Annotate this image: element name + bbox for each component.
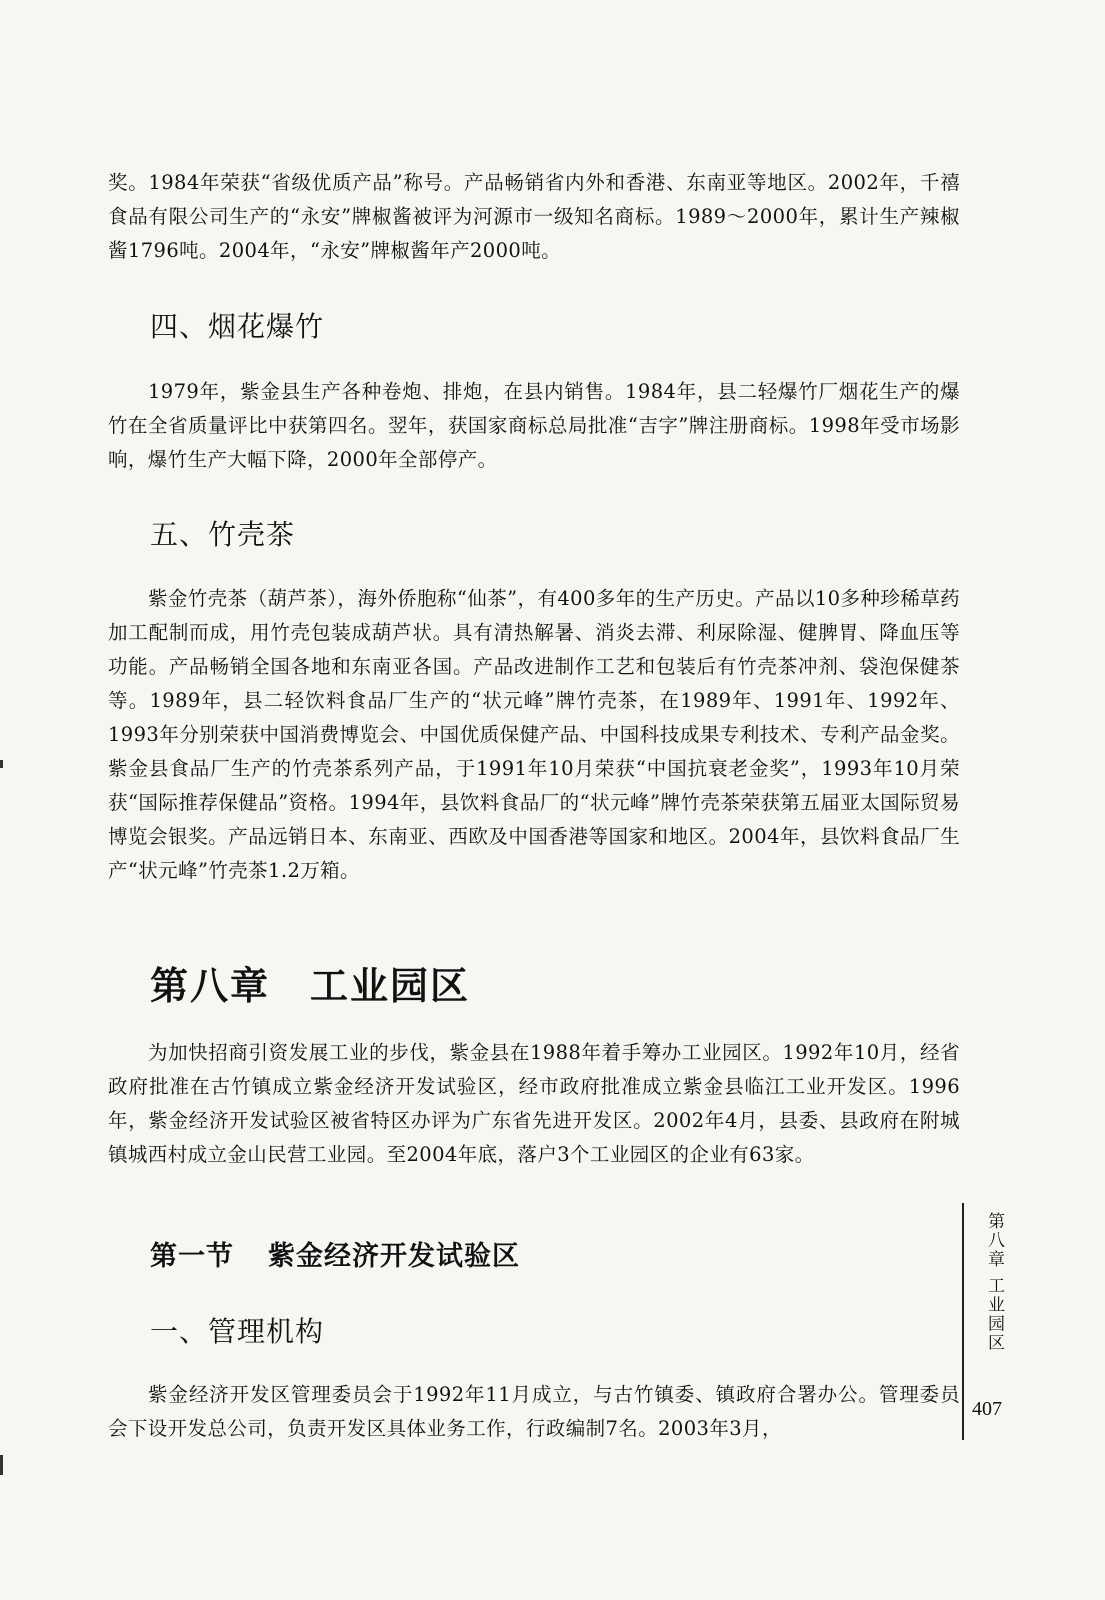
- paragraph-fireworks: 1979年，紫金县生产各种卷炮、排炮，在县内销售。1984年，县二轻爆竹厂烟花生产的爆竹在全省质量评比中获第四名。翌年，获国家商标总局批准“吉字”牌注册商标。1998年受市场影响，爆竹生产大幅下降，2000年全部停产。: [108, 380, 960, 471]
- scan-edge-mark: [0, 1455, 3, 1475]
- heading-fireworks: 四、烟花爆竹: [150, 310, 325, 343]
- running-head: 第八章 工业园区: [984, 1212, 1004, 1353]
- chapter-number: 第八章: [150, 963, 271, 1008]
- heading-management: 一、管理机构: [150, 1315, 325, 1348]
- chapter-name: 工业园区: [310, 963, 471, 1008]
- chapter-title: [150, 955, 470, 1010]
- section-name: 紫金经济开发试验区: [268, 1241, 520, 1272]
- paragraph-chili-sauce: 奖。1984年荣获“省级优质产品”称号。产品畅销省内外和香港、东南亚等地区。2002年，千禧食品有限公司生产的“永安”牌椒酱被评为河源市一级知名商标。1989～2000年，累计生产辣椒酱1796吨。2004年，“永安”牌椒酱年产2000吨。: [108, 171, 960, 262]
- section-number: 第一节: [150, 1241, 234, 1272]
- page-number: 407: [972, 1398, 1002, 1420]
- scan-edge-mark: [0, 760, 3, 768]
- paragraph-industrial-parks: 为加快招商引资发展工业的步伐，紫金县在1988年着手筹办工业园区。1992年10月，经省政府批准在古竹镇成立紫金经济开发试验区，经市政府批准成立紫金县临江工业开发区。1996年，紫金经济开发试验区被省特区办评为广东省先进开发区。2002年4月，县委、县政府在附城镇城西村成立金山民营工业园。至2004年底，落户3个工业园区的企业有63家。: [108, 1041, 960, 1166]
- heading-bamboo-tea: 五、竹壳茶: [150, 518, 296, 551]
- paragraph-management: 紫金经济开发区管理委员会于1992年11月成立，与古竹镇委、镇政府合署办公。管理委员会下设开发总公司，负责开发区具体业务工作，行政编制7名。2003年3月，: [108, 1383, 960, 1440]
- paragraph-bamboo-tea: 紫金竹壳茶（葫芦茶），海外侨胞称“仙茶”，有400多年的生产历史。产品以10多种珍稀草药加工配制而成，用竹壳包装成葫芦状。具有清热解暑、消炎去滞、利尿除湿、健脾胃、降血压等功能。产品畅销全国各地和东南亚各国。产品改进制作工艺和包装后有竹壳茶冲剂、袋泡保健茶等。1989年，县二轻饮料食品厂生产的“状元峰”牌竹壳茶，在1989年、1991年、1992年、1993年分别荣获中国消费博览会、中国优质保健产品、中国科技成果专利技术、专利产品金奖。紫金县食品厂生产的竹壳茶系列产品，于1991年10月荣获“中国抗衰老金奖”，1993年10月荣获“国际推荐保健品”资格。1994年，县饮料食品厂的“状元峰”牌竹壳茶荣获第五届亚太国际贸易博览会银奖。产品远销日本、东南亚、西欧及中国香港等国家和地区。2004年，县饮料食品厂生产“状元峰”竹壳茶1.2万箱。: [108, 587, 960, 882]
- section-title: [150, 1234, 520, 1273]
- margin-rule: [962, 1203, 964, 1440]
